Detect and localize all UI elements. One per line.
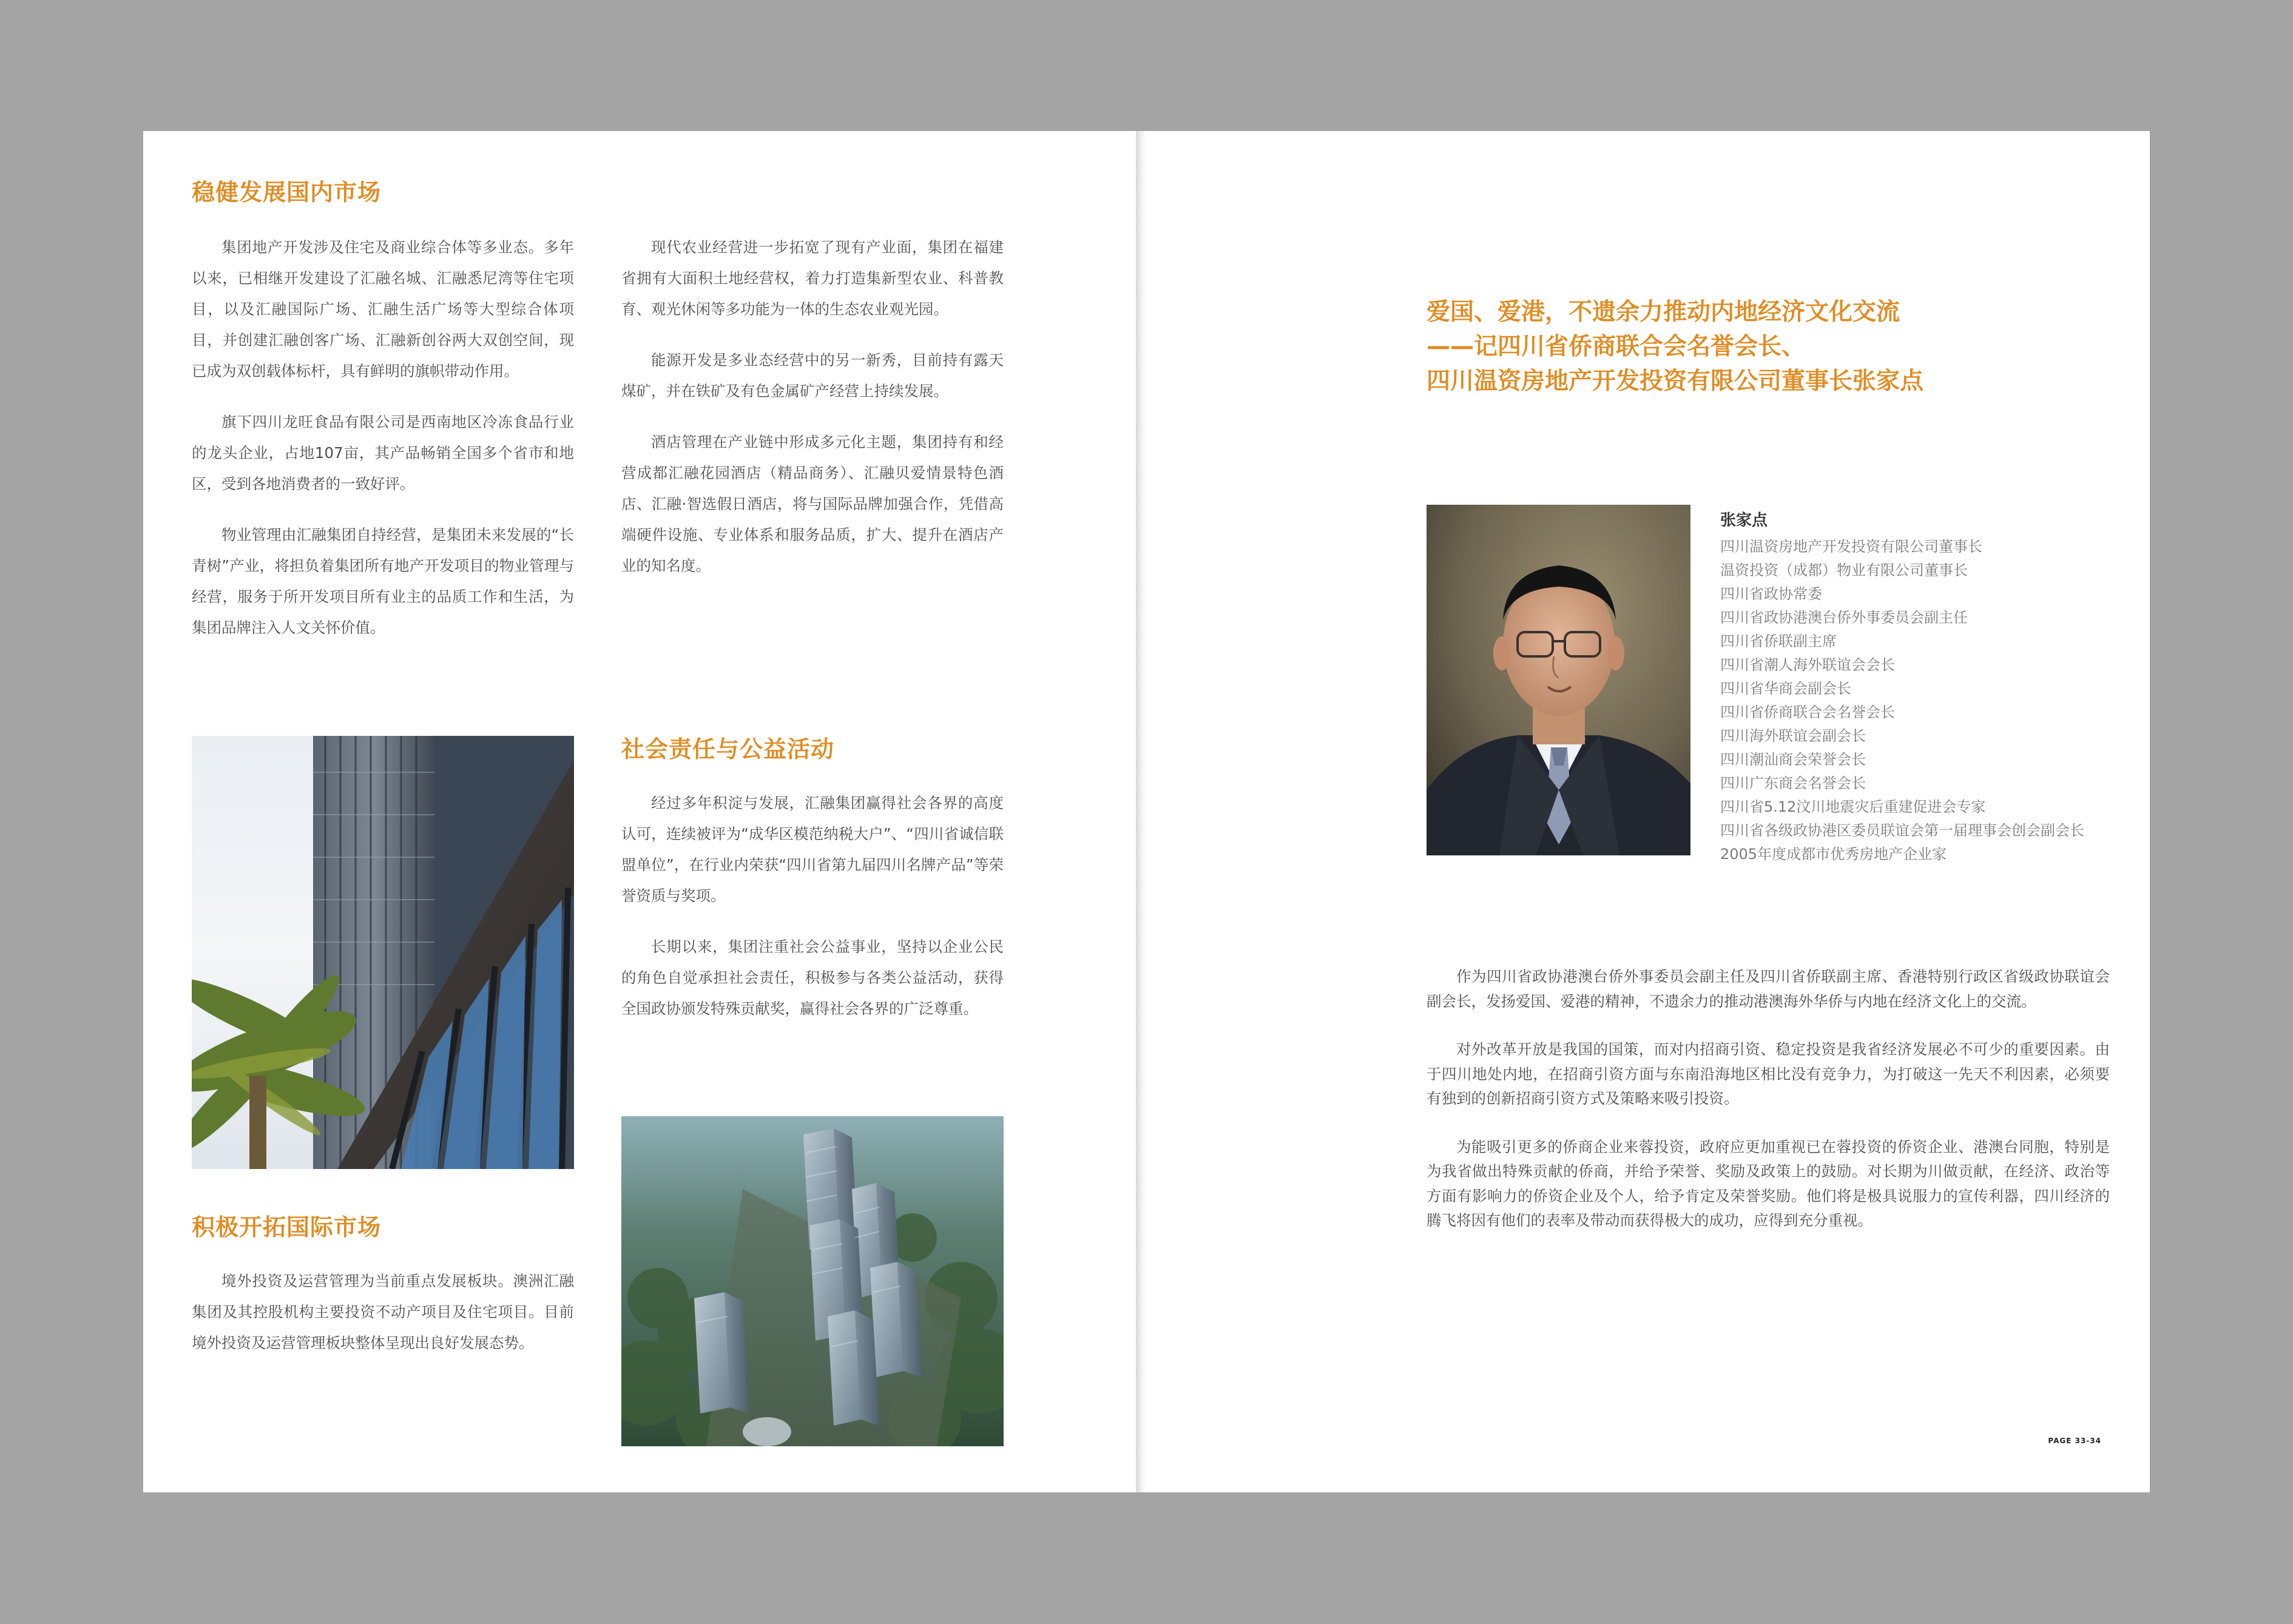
paragraph: 长期以来，集团注重社会公益事业，坚持以企业公民的角色自觉承担社会责任，积极参与各类公益活动，获得全国政协颁发特殊贡献奖，赢得社会各界的广泛尊重。 [621,938,1004,1017]
domestic-market-column-1 [192,232,574,663]
paragraph: 对外改革开放是我国的国策，而对内招商引资、稳定投资是我省经济发展必不可少的重要因素。由于四川地处内地，在招商引资方面与东南沿海地区相比没有竞争力，为打破这一先天不利因素，必须要有独到的创新招商引资方式及策略来吸引投资。 [1427,1040,2110,1107]
title-line: 爱国、爱港，不遗余力推动内地经济文化交流 [1427,298,1900,326]
section-title-social-responsibility: 社会责任与公益活动 [621,736,835,763]
spine-shadow [1136,131,1146,1492]
paragraph: 经过多年积淀与发展，汇融集团赢得社会各界的高度认可，连续被评为“成华区模范纳税大户”、“四川省诚信联盟单位”，在行业内荣获“四川省第九届四川名牌产品”等荣誉资质与奖项。 [621,794,1004,905]
section-title-international-market: 积极开拓国际市场 [192,1214,382,1241]
bio-role: 2005年度成都市优秀房地产企业家 [1720,846,1947,863]
article-title [1427,295,2094,399]
right-page [1146,131,2150,1492]
title-line: 四川温资房地产开发投资有限公司董事长张家点 [1427,368,1924,395]
bio-role: 四川省侨商联合会名誉会长 [1720,704,1895,721]
bio-role: 四川省华商会副会长 [1720,680,1851,697]
bio-role: 四川省潮人海外联谊会会长 [1720,656,1895,673]
portrait-photo [1427,505,1690,855]
paragraph: 作为四川省政协港澳台侨外事委员会副主任及四川省侨联副主席、香港特别行政区省级政协联谊会副会长，发扬爱国、爱港的精神，不遗余力的推动港澳海外华侨与内地在经济文化上的交流。 [1427,968,2110,1010]
bio-block [1720,508,2121,866]
paragraph: 酒店管理在产业链中形成多元化主题，集团持有和经营成都汇融花园酒店（精品商务）、汇融贝爱情景特色酒店、汇融·智选假日酒店，将与国际品牌加强合作，凭借高端硬件设施、专业体系和服务品质，扩大、提升在酒店产业的知名度。 [621,433,1004,574]
aerial-rendering-photo [621,1116,1004,1446]
paragraph: 现代农业经营进一步拓宽了现有产业面，集团在福建省拥有大面积土地经营权，着力打造集新型农业、科普教育、观光休闲等多功能为一体的生态农业观光园。 [621,238,1004,318]
bio-role: 四川省政协常委 [1720,585,1822,602]
bio-role: 四川省5.12汶川地震灾后重建促进会专家 [1720,798,1986,815]
page-number: PAGE 33-34 [2048,1437,2101,1445]
bio-role: 四川潮汕商会荣誉会长 [1720,751,1866,768]
bio-role: 四川省政协港澳台侨外事委员会副主任 [1720,609,1968,626]
paragraph: 物业管理由汇融集团自持经营，是集团未来发展的“长青树”产业，将担负着集团所有地产开发项目的物业管理与经营，服务于所开发项目所有业主的品质工作和生活，为集团品牌注入人文关怀价值。 [192,526,574,636]
paragraph: 旗下四川龙旺食品有限公司是西南地区冷冻食品行业的龙头企业，占地107亩，其产品畅销全国多个省市和地区，受到各地消费者的一致好评。 [192,413,574,493]
left-page [143,131,1136,1492]
bio-role: 四川广东商会名誉会长 [1720,775,1866,792]
domestic-market-column-2 [621,232,1004,601]
bio-role: 四川省侨联副主席 [1720,633,1837,650]
bio-role: 四川温资房地产开发投资有限公司董事长 [1720,538,1982,555]
paragraph: 为能吸引更多的侨商企业来蓉投资，政府应更加重视已在蓉投资的侨资企业、港澳台同胞，特别是为我省做出特殊贡献的侨商，并给予荣誉、奖励及政策上的鼓励。对长期为川做贡献，在经济、政治等方面有影响力的侨资企业及个人，给予肯定及荣誉奖励。他们将是极具说服力的宣传利器，四川经济的腾飞将因有他们的表率及带动而获得极大的成功，应得到充分重视。 [1427,1137,2110,1229]
social-responsibility-text [621,787,1004,1044]
paragraph: 集团地产开发涉及住宅及商业综合体等多业态。多年以来，已相继开发建设了汇融名城、汇融悉尼湾等住宅项目，以及汇融国际广场、汇融生活广场等大型综合体项目，并创建汇融创客广场、汇融新创谷两大双创空间，现已成为双创载体标杆，具有鲜明的旗帜带动作用。 [192,238,574,380]
international-market-text [192,1265,574,1378]
bio-name: 张家点 [1720,511,1768,530]
paragraph: 能源开发是多业态经营中的另一新秀，目前持有露天煤矿，并在铁矿及有色金属矿产经营上持续发展。 [621,351,1004,400]
paragraph: 境外投资及运营管理为当前重点发展板块。澳洲汇融集团及其控股机构主要投资不动产项目及住宅项目。目前境外投资及运营管理板块整体呈现出良好发展态势。 [192,1272,574,1352]
bio-role: 四川省各级政协港区委员联谊会第一届理事会创会副会长 [1720,822,2084,839]
bio-role: 四川海外联谊会副会长 [1720,727,1866,744]
title-line: ——记四川省侨商联合会名誉会长、 [1427,333,1806,360]
building-photo [192,736,574,1169]
section-title-domestic-market: 稳健发展国内市场 [192,179,382,206]
article-body [1427,965,2110,1257]
bio-role: 温资投资（成都）物业有限公司董事长 [1720,562,1968,579]
